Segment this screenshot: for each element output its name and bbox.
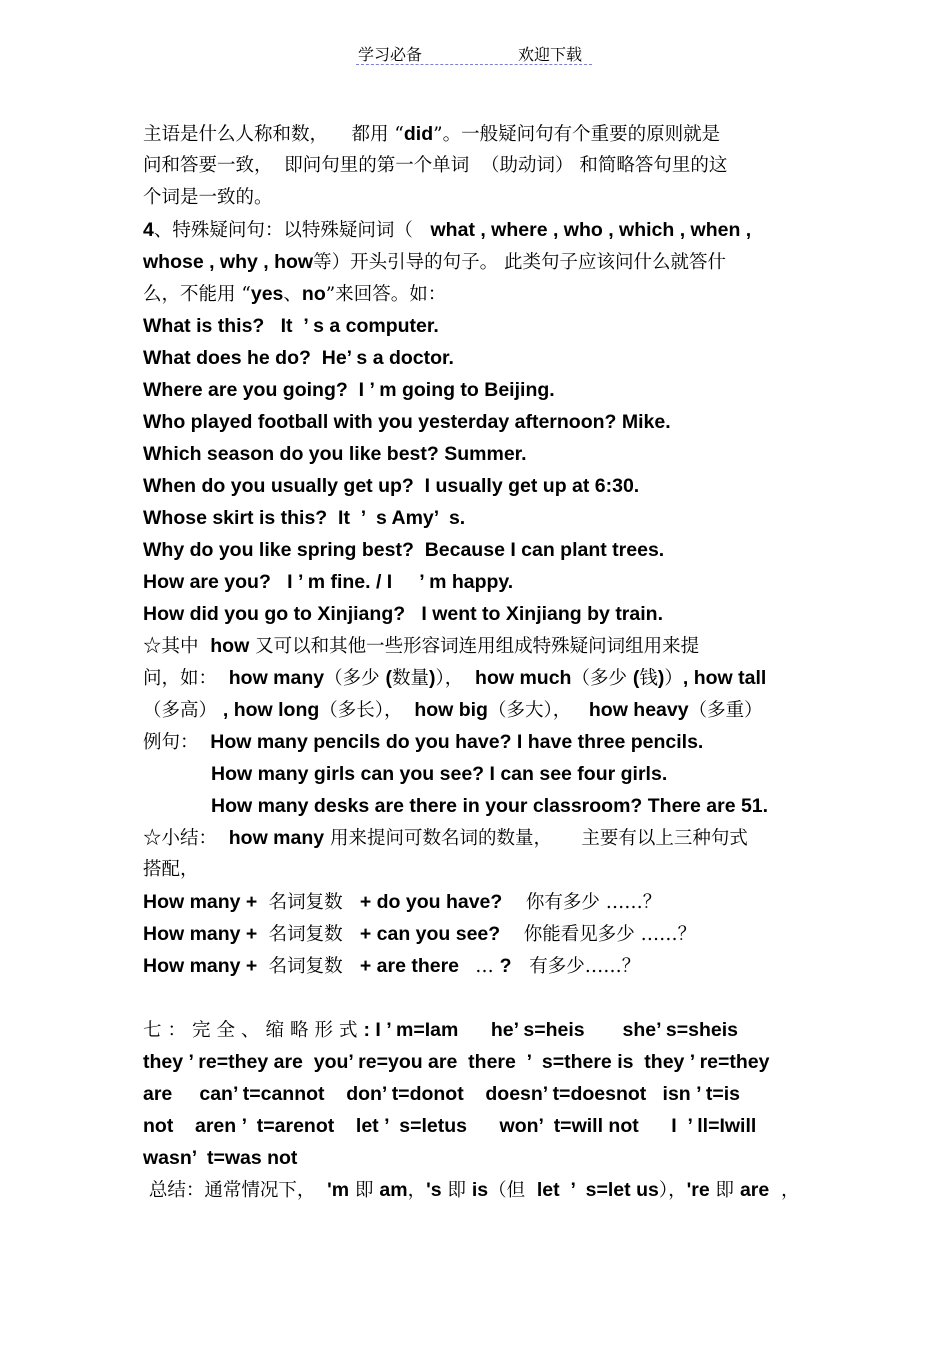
text-segment: , how tall — [682, 667, 767, 689]
text-line — [143, 118, 843, 150]
text-segment: 总结：通常情况下， — [143, 1180, 328, 1201]
text-line — [143, 758, 843, 790]
text-segment: 即 — [349, 1180, 380, 1201]
text-segment: how much — [475, 667, 572, 689]
text-segment: 例句： — [143, 732, 211, 753]
text-segment: 你有多少 ……？ — [502, 892, 662, 913]
text-segment: are — [739, 1179, 770, 1201]
text-segment: （多重） — [688, 700, 763, 721]
text-segment: ☆小结： — [143, 828, 229, 849]
text-segment: 有多少……？ — [511, 956, 641, 977]
text-segment: Why do you like spring best? Because I can plant trees. — [143, 539, 665, 561]
page-header — [356, 42, 592, 65]
text-line — [143, 630, 843, 662]
text-segment: （多少 — [324, 668, 386, 689]
text-segment: How are you? I ’ m fine. / I ’ m happy. — [143, 571, 514, 593]
text-segment: 问和答要一致， 即问句里的第一个单词 （助动词） 和简略答句里的这 — [143, 155, 728, 176]
text-segment: let ’ s=let us — [536, 1179, 659, 1201]
text-segment: 4 — [143, 219, 154, 241]
text-segment: not aren ’ t=arenot let ’ s=letus won’ t=will not I ’ ll=Iwill — [143, 1115, 757, 1137]
text-segment: Who played football with you yesterday afternoon? Mike. — [143, 411, 671, 433]
text-segment: How many desks are there in your classroom? There are 51. — [211, 795, 769, 817]
text-segment: ) — [657, 667, 665, 689]
text-segment: When do you usually get up? I usually get up at 6:30. — [143, 475, 640, 497]
text-segment: （但 — [488, 1180, 537, 1201]
text-line — [143, 918, 843, 950]
text-segment: How many pencils do you have? I have three pencils. — [210, 731, 704, 753]
text-line — [143, 790, 843, 822]
text-line — [143, 406, 843, 438]
text-segment: 名词复数 — [262, 892, 355, 913]
text-line — [143, 438, 843, 470]
text-segment: they ’ re=they are you’ re=you are there ’ s=there is they ’ re=they — [143, 1051, 770, 1073]
text-segment: 'm — [327, 1179, 350, 1201]
text-segment: how big — [414, 699, 488, 721]
text-segment: 么，不能用 “ — [143, 284, 251, 305]
text-segment: ( — [632, 667, 640, 689]
text-segment: ） — [664, 668, 683, 689]
text-line — [143, 150, 843, 182]
text-segment: 's — [426, 1179, 442, 1201]
text-segment: 主语是什么人称和数， 都用 “ — [143, 124, 404, 145]
text-segment: 钱 — [639, 668, 658, 689]
text-segment: What is this? It ’ s a computer. — [143, 315, 439, 337]
text-line — [143, 470, 843, 502]
text-segment: What does he do? He’ s a doctor. — [143, 347, 454, 369]
text-segment: How many + — [143, 955, 263, 977]
text-segment: yes — [250, 283, 284, 305]
text-segment: 搭配， — [143, 859, 199, 880]
document-body — [143, 118, 843, 1206]
text-segment: （多高） — [143, 700, 223, 721]
text-segment: how heavy — [588, 699, 689, 721]
text-segment: 七：完全、缩略形式 — [143, 1020, 364, 1041]
text-segment: wasn’ t=was not — [143, 1147, 298, 1169]
text-line — [143, 1078, 843, 1110]
text-line — [143, 246, 843, 278]
text-line — [143, 534, 843, 566]
text-segment: are can’ t=cannot don’ t=donot doesn’ t=doesnot isn ’ t=is — [143, 1083, 741, 1105]
text-line — [143, 374, 843, 406]
text-segment: 等）开头引导的句子。 此类句子应该问什么就答什 — [313, 252, 726, 273]
text-segment: Whose skirt is this? It ’ s Amy’ s. — [143, 507, 466, 529]
text-segment: 你能看见多少 ……？ — [500, 924, 697, 945]
text-line — [143, 182, 843, 214]
text-segment: am — [379, 1179, 408, 1201]
text-segment: Where are you going? I ’ m going to Beijing. — [143, 379, 555, 401]
text-segment: 名词复数 — [262, 924, 355, 945]
text-segment: + can you see? — [354, 923, 501, 945]
text-segment: + are there — [354, 955, 476, 977]
text-segment: （多长）， — [319, 700, 415, 721]
text-segment: how — [210, 635, 250, 657]
text-segment: , how long — [222, 699, 320, 721]
text-line — [143, 310, 843, 342]
text-segment: : I ’ m=Iam he’ s=heis she’ s=sheis — [363, 1019, 739, 1041]
text-segment: ， — [769, 1180, 800, 1201]
text-segment: did — [403, 123, 434, 145]
text-segment: 又可以和其他一些形容词连用组成特殊疑问词组用来提 — [249, 636, 700, 657]
header-left-text: 学习必备 — [358, 45, 423, 64]
text-segment: 、 — [283, 284, 302, 305]
text-line — [143, 1174, 843, 1206]
text-segment: ”来回答。如： — [325, 284, 447, 305]
text-line — [143, 854, 843, 886]
text-segment: （多少 — [571, 668, 633, 689]
text-segment: ”。一般疑问句有个重要的原则就是 — [433, 124, 721, 145]
text-segment: ☆其中 — [143, 636, 211, 657]
text-segment: ）， — [658, 1180, 687, 1201]
text-segment: ? — [499, 955, 512, 977]
text-segment: 问，如： — [143, 668, 229, 689]
text-segment: 个词是一致的。 — [143, 187, 273, 208]
text-line — [143, 822, 843, 854]
text-line — [143, 278, 843, 310]
text-line — [143, 950, 843, 982]
text-line — [143, 1110, 843, 1142]
text-segment: ) — [429, 667, 436, 689]
header-right-text: 欢迎下载 — [518, 45, 583, 64]
text-segment: is — [471, 1179, 489, 1201]
text-segment: 数量 — [392, 668, 430, 689]
text-segment: 即 — [709, 1180, 740, 1201]
text-segment: how many — [228, 667, 325, 689]
text-line — [143, 662, 843, 694]
text-segment: How did you go to Xinjiang? I went to Xinjiang by train. — [143, 603, 663, 625]
text-segment: 名词复数 — [262, 956, 355, 977]
text-line — [143, 1014, 843, 1046]
text-line — [143, 502, 843, 534]
text-segment: 're — [686, 1179, 710, 1201]
text-segment: ( — [385, 667, 393, 689]
text-segment: what , where , who , which , when , — [430, 219, 752, 241]
text-segment: no — [301, 283, 326, 305]
text-segment: How many + — [143, 891, 263, 913]
text-line — [143, 886, 843, 918]
text-segment: … — [475, 956, 500, 977]
text-segment: How many girls can you see? I can see four girls. — [211, 763, 668, 785]
text-segment: how many — [228, 827, 325, 849]
text-segment: （多大）， — [487, 700, 589, 721]
text-segment: whose , why , how — [143, 251, 314, 273]
text-line — [143, 1142, 843, 1174]
text-segment: 、特殊疑问句：以特殊疑问词（ — [153, 220, 431, 241]
text-line — [143, 566, 843, 598]
text-line — [143, 694, 843, 726]
text-segment: How many + — [143, 923, 263, 945]
text-segment: 用来提问可数名词的数量， 主要有以上三种句式 — [324, 828, 748, 849]
text-line — [143, 726, 843, 758]
text-segment: 即 — [441, 1180, 472, 1201]
text-line — [143, 1046, 843, 1078]
text-segment: ）， — [435, 668, 476, 689]
text-line — [143, 342, 843, 374]
text-segment: + do you have? — [354, 891, 503, 913]
text-line — [143, 214, 843, 246]
text-segment: Which season do you like best? Summer. — [143, 443, 527, 465]
text-line — [143, 982, 843, 1014]
text-line — [143, 598, 843, 630]
text-segment: ， — [407, 1180, 427, 1201]
